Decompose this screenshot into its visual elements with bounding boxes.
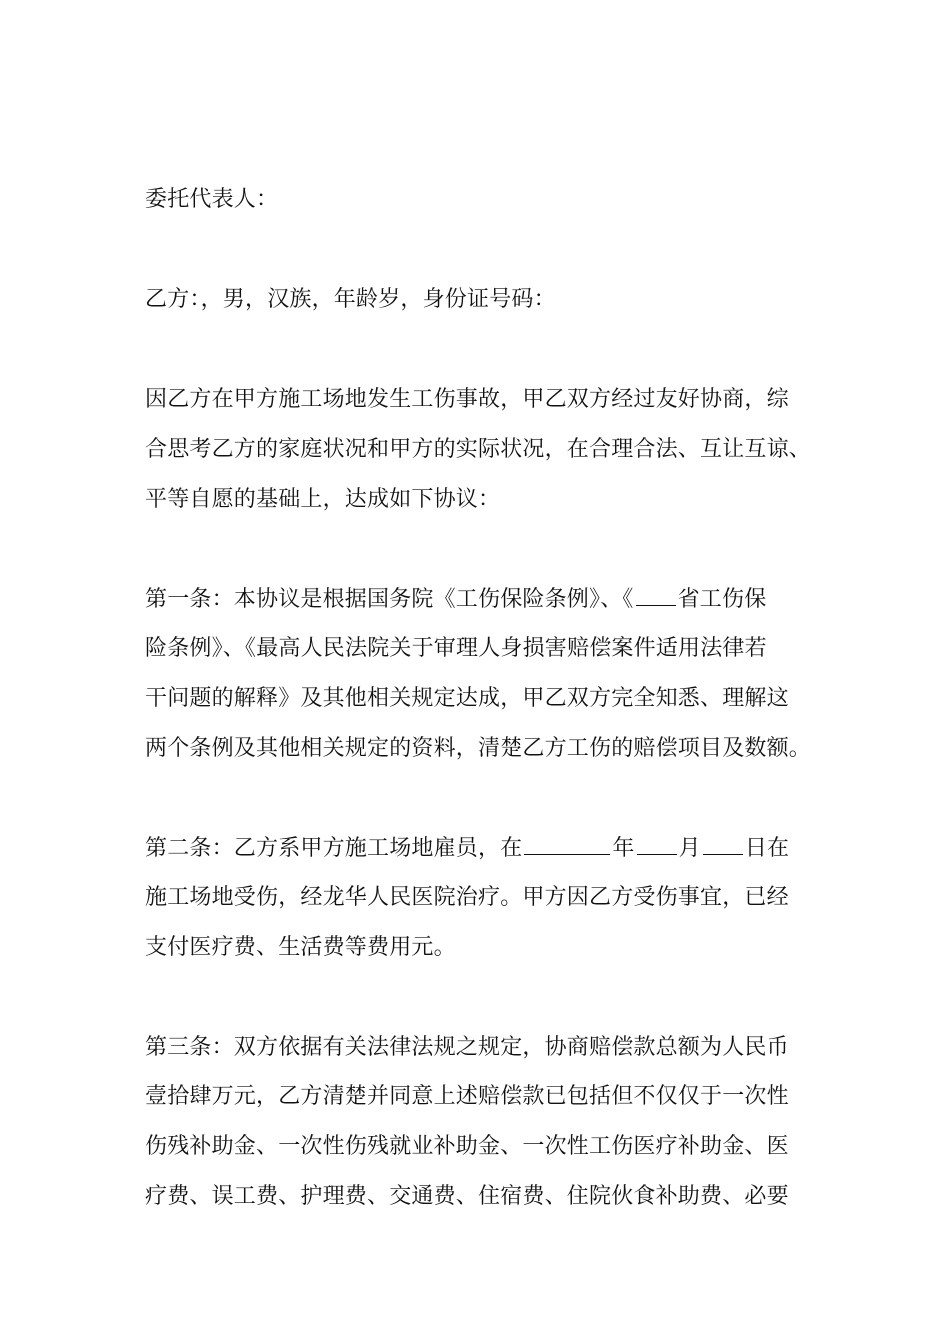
article-1-line-1	[145, 587, 766, 613]
agent-label: 委托代表人：	[145, 187, 279, 212]
article-1-line-2: 险条例》、《最高人民法院关于审理人身损害赔偿案件适用法律若	[145, 636, 767, 661]
article-1-text-pre: 第一条：本协议是根据国务院《工伤保险条例》、《	[145, 587, 634, 612]
intro-line-3: 平等自愿的基础上，达成如下协议：	[145, 487, 501, 512]
year-label: 年	[612, 836, 635, 861]
article-2-line-1	[145, 836, 789, 862]
province-blank	[636, 587, 676, 606]
article-1-line-4: 两个条例及其他相关规定的资料，清楚乙方工伤的赔偿项目及数额。	[145, 736, 812, 761]
intro-line-2: 合思考乙方的家庭状况和甲方的实际状况，在合理合法、互让互谅、	[145, 437, 812, 462]
article-3-line-4: 疗费、误工费、护理费、交通费、住宿费、住院伙食补助费、必要	[145, 1184, 789, 1209]
article-3-line-2: 壹拾肆万元，乙方清楚并同意上述赔偿款已包括但不仅仅于一次性	[145, 1084, 789, 1109]
article-2-line-3: 支付医疗费、生活费等费用元。	[145, 935, 456, 960]
year-blank	[524, 836, 610, 855]
article-3-line-3: 伤残补助金、一次性伤残就业补助金、一次性工伤医疗补助金、医	[145, 1134, 789, 1159]
article-1-text-post: 省工伤保	[677, 587, 767, 612]
day-label: 日在	[744, 836, 790, 861]
intro-line-1: 因乙方在甲方施工场地发生工伤事故，甲乙双方经过友好协商，综	[145, 387, 789, 412]
article-3-line-1: 第三条：双方依据有关法律法规之规定，协商赔偿款总额为人民币	[145, 1035, 789, 1060]
article-2-text-pre: 第二条：乙方系甲方施工场地雇员，在	[145, 836, 523, 861]
article-1-line-3: 干问题的解释》及其他相关规定达成，甲乙双方完全知悉、理解这	[145, 686, 789, 711]
month-blank	[637, 836, 677, 855]
article-2-line-2: 施工场地受伤，经龙华人民医院治疗。甲方因乙方受伤事宜，已经	[145, 885, 789, 910]
day-blank	[703, 836, 743, 855]
party-b-info: 乙方：，男，汉族，年龄岁，身份证号码：	[145, 287, 556, 312]
month-label: 月	[678, 836, 701, 861]
